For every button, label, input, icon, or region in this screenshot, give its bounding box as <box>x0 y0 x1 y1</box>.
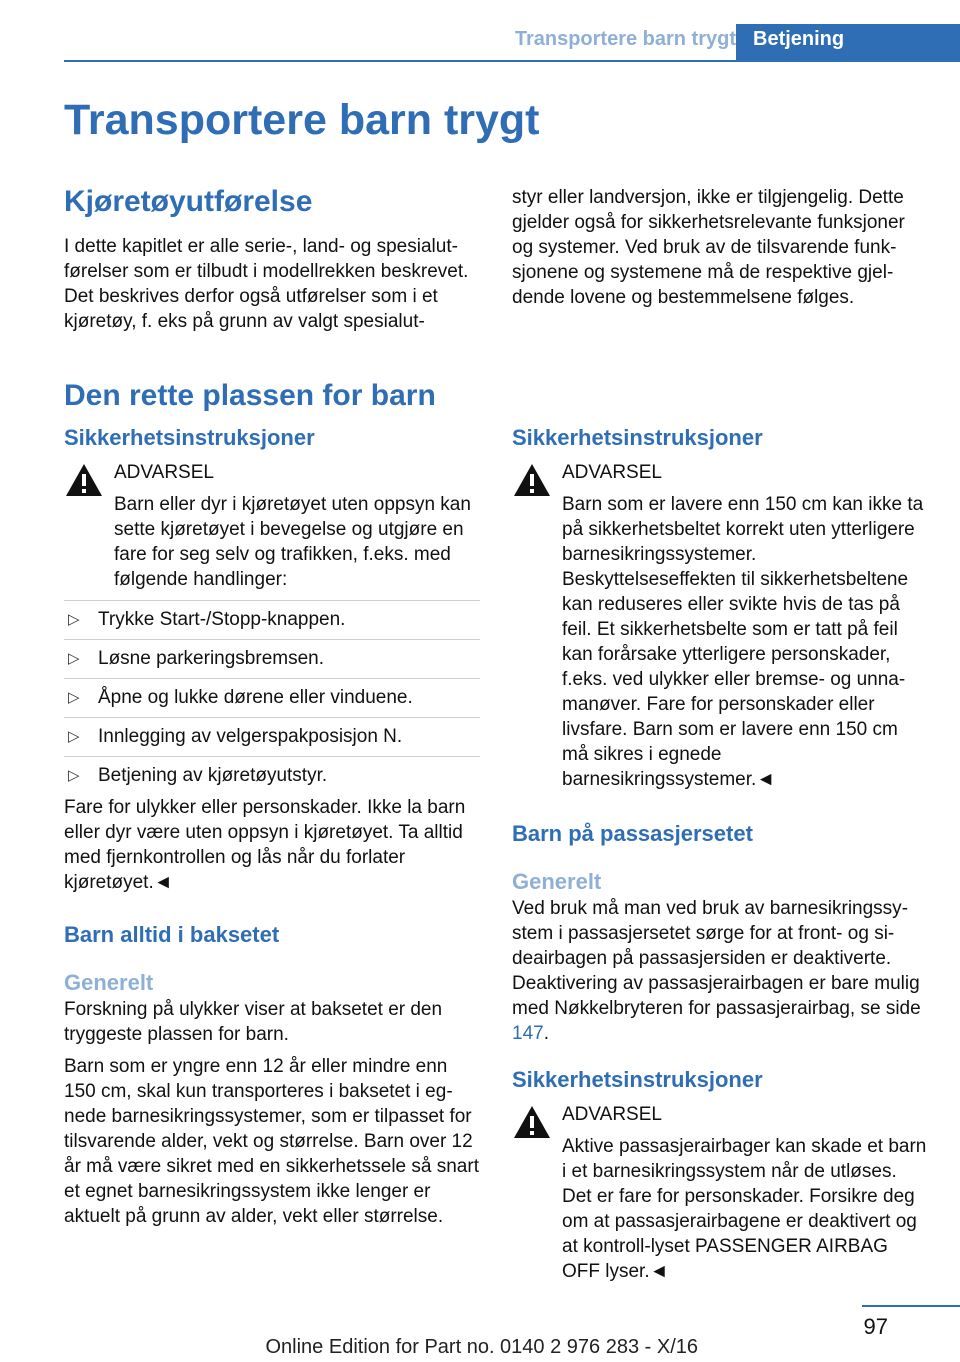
warning-text: Barn som er lavere enn 150 cm kan ikke ta på sikkerhetsbeltet korrekt uten ytterligere barnesikringssystemer. Beskyttelseseffekten til sikkerhetsbeltene kan reduseres eller svikte hvis de tas på feil. Et sikkerhetsbelte som er tatt på feil kan forårsake ytterligere personskader, f.eks. ved ulykker eller bremse- og unnamanøver. Fare for personskader eller livsfare. Barn som er lavere enn 150 cm må sikres i egnede barnesikringssystemer.◄ <box>562 494 924 790</box>
triangle-bullet-icon: ▷ <box>68 767 80 784</box>
footer-rule <box>862 1305 960 1307</box>
passenger-seat-heading: Barn på passasjersetet <box>512 821 753 846</box>
header-section-title: Transportere barn trygt <box>514 28 736 50</box>
triangle-bullet-icon: ▷ <box>68 611 80 628</box>
triangle-bullet-icon: ▷ <box>68 689 80 706</box>
paragraph: Forskning på ulykker viser at baksetet er den tryggeste plassen for barn. <box>64 999 443 1045</box>
paragraph <box>512 896 928 1046</box>
left-column <box>64 424 480 1236</box>
warning-block <box>64 460 480 592</box>
header-chapter-tab: Betjening <box>736 24 960 62</box>
general-text: Ved bruk må man ved bruk av barnesikringssystem i passasjersetet sørge for at front- og sideairbagen på passasjersiden er deaktiverte. Deaktivering av passasjerairbagen er bare mulig med Nøkkelbryteren for passasjerairbag, se side <box>512 898 921 1019</box>
page-reference-link[interactable]: 147 <box>512 1023 544 1044</box>
warning-label: ADVARSEL <box>562 462 662 483</box>
general-heading: Generelt <box>512 869 602 894</box>
warning-block <box>512 460 928 792</box>
section-title-vehicle-design: Kjøretøyutførelse <box>64 185 313 218</box>
back-seat-heading: Barn alltid i baksetet <box>64 922 280 947</box>
general-heading: Generelt <box>64 970 154 995</box>
page-number: 97 <box>863 1314 888 1339</box>
warning-triangle-icon <box>512 462 552 498</box>
list-item-text: Løsne parkeringsbremsen. <box>98 648 324 669</box>
vehicle-design-text-right <box>512 185 928 317</box>
list-item <box>64 678 480 717</box>
warning-text: Barn eller dyr i kjøretøyet uten oppsyn kan sette kjøretøyet i bevegelse og utgjøre en fare for seg selv og trafikken, f.eks. med følgende handlinger: <box>114 494 471 590</box>
list-item <box>64 639 480 678</box>
warning-conclusion: Fare for ulykker eller personskader. Ikke la barn eller dyr være uten oppsyn i kjøretøyet. Ta alltid med fjernkontrollen og lås når du forlater kjøretøyet.◄ <box>64 797 466 893</box>
right-column <box>512 424 928 1284</box>
safety-instructions-heading-2: Sikkerhetsinstruksjoner <box>512 1067 763 1092</box>
paragraph: I dette kapitlet er alle serie-, land- og spesialutførelser som er tilbudt i modellrekken beskrevet. Det beskrives derfor også utførelser som i et kjøretøy, f. eks på grunn av valgt spesialut- <box>64 236 469 332</box>
list-item <box>64 756 480 795</box>
page-title: Transportere barn trygt <box>64 96 540 144</box>
triangle-bullet-icon: ▷ <box>68 728 80 745</box>
warning-block-2 <box>512 1102 928 1284</box>
action-list <box>64 600 480 795</box>
vehicle-design-text-left <box>64 234 480 341</box>
warning-text: Aktive passasjerairbager kan skade et barn i et barnesikringssystem når de utløses. Det er fare for personskader. Forsikre deg om at passasjerairbagene er deaktivert og at kontroll-lyset PASSENGER AIRBAG OFF lyser.◄ <box>562 1136 927 1282</box>
section-title-right-place: Den rette plassen for barn <box>64 379 436 412</box>
safety-instructions-heading: Sikkerhetsinstruksjoner <box>512 425 763 450</box>
list-item-text: Betjening av kjøretøyutstyr. <box>98 765 328 786</box>
warning-triangle-icon <box>64 462 104 498</box>
list-item-text: Trykke Start-/Stopp-knappen. <box>98 609 346 630</box>
paragraph: Barn som er yngre enn 12 år eller mindre enn 150 cm, skal kun transporteres i baksetet i egnede barnesikringssystemer, som er tilpasset for tilsvarende alder, vekt og størrelse. Barn over 12 år må være sikret med en sikkerhetssele så snart et egnet barnesikringssystem ikke lenger er aktuelt på grunn av alder, vekt eller størrelse. <box>64 1056 479 1227</box>
safety-instructions-heading: Sikkerhetsinstruksjoner <box>64 425 315 450</box>
header-rule <box>64 60 960 62</box>
triangle-bullet-icon: ▷ <box>68 650 80 667</box>
general-text-end: . <box>543 1023 549 1044</box>
edition-footer: Online Edition for Part no. 0140 2 976 283 - X/16 <box>265 1336 698 1358</box>
warning-triangle-icon <box>512 1104 552 1140</box>
list-item-text: Åpne og lukke dørene eller vinduene. <box>98 687 413 708</box>
warning-label: ADVARSEL <box>114 462 214 483</box>
paragraph: styr eller landversjon, ikke er tilgjengelig. Dette gjelder også for sikkerhetsrelevante funksjoner og systemer. Ved bruk av de tilsvarende funksjonene og systemene må de respektive gjeldende lovene og bestemmelsene følges. <box>512 187 905 308</box>
page-header <box>64 24 960 62</box>
list-item-text: Innlegging av velgerspakposisjon N. <box>98 726 403 747</box>
list-item <box>64 717 480 756</box>
list-item <box>64 600 480 639</box>
warning-label: ADVARSEL <box>562 1104 662 1125</box>
